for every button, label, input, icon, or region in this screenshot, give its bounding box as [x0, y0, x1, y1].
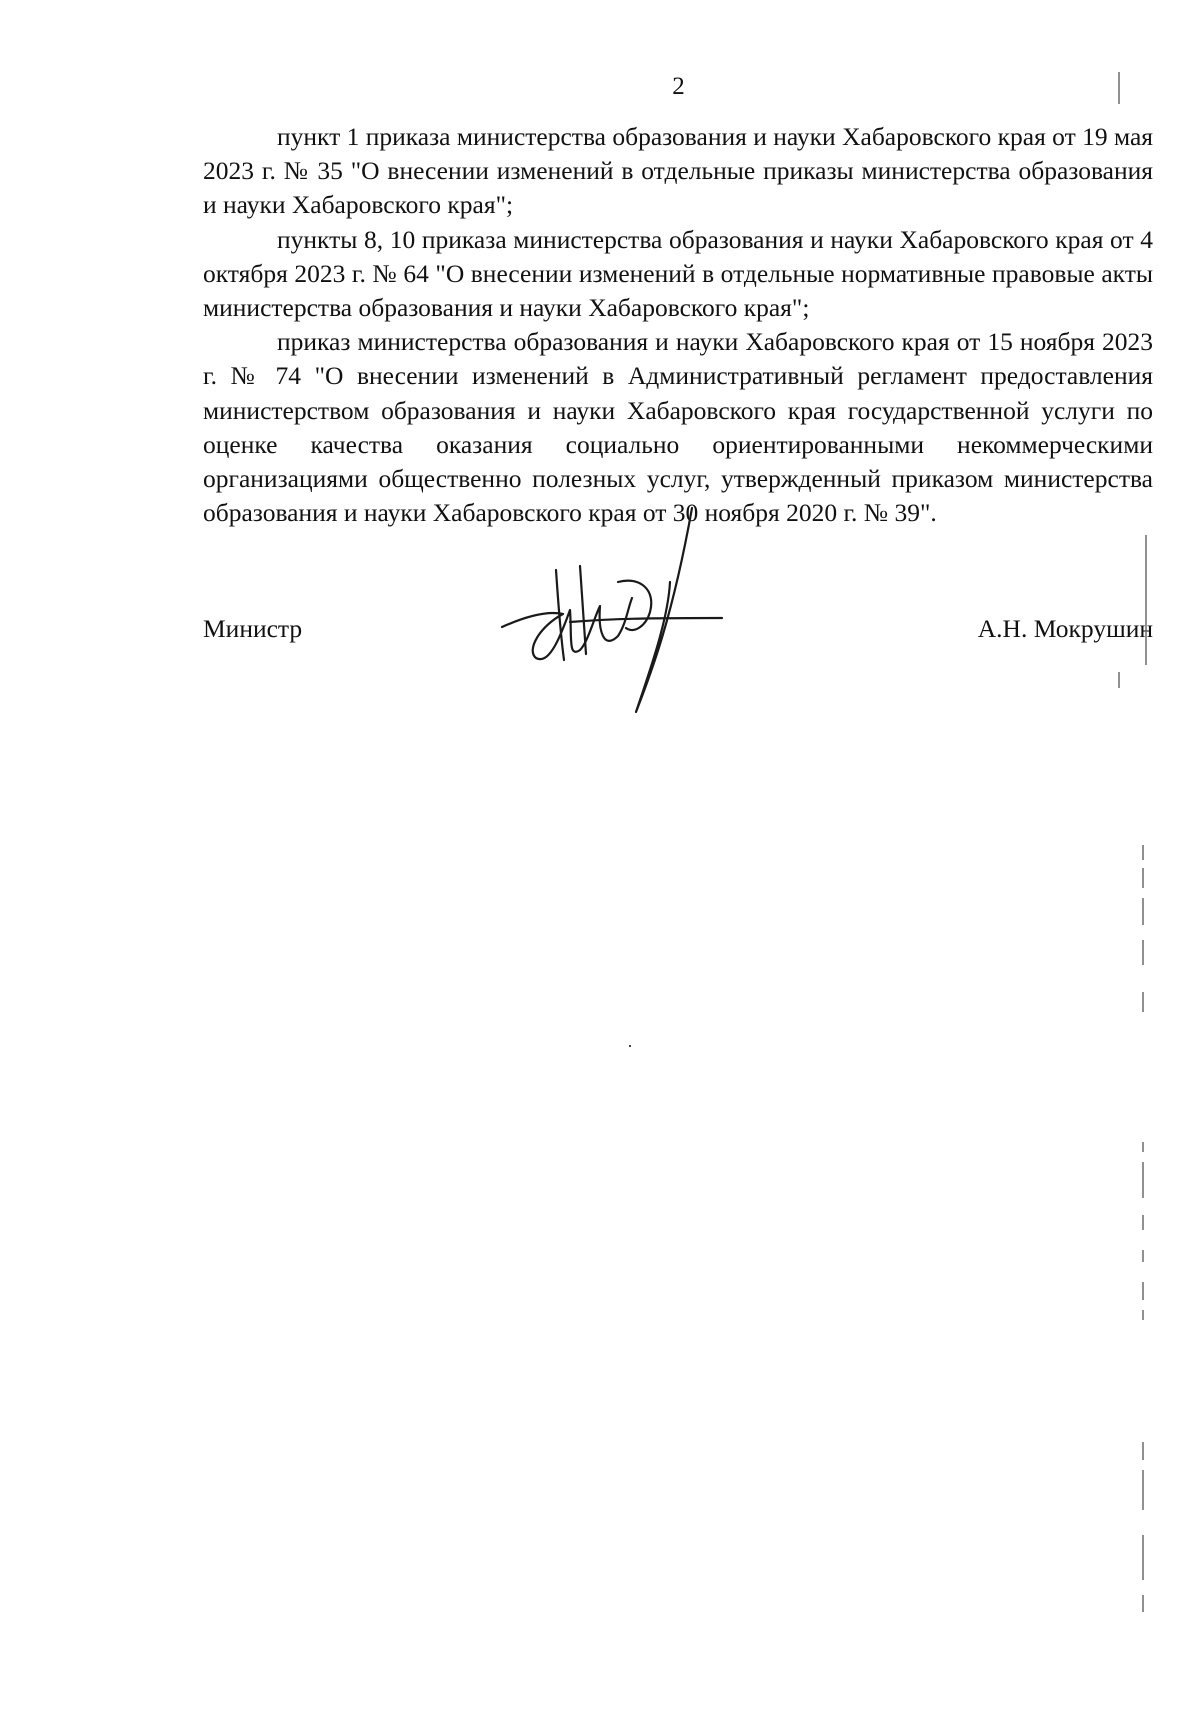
- paragraph-item-1: пункт 1 приказа министерства образования и науки Хабаровского края от 19 мая 2023 г. № 35 "О внесении изменений в отдельные приказы министерства образования и науки Хабаровского края";: [203, 122, 1153, 220]
- page-number: 2: [672, 73, 685, 100]
- signer-name: А.Н. Мокрушин: [977, 614, 1153, 643]
- paragraph-item-3: приказ министерства образования и науки Хабаровского края от 15 ноября 2023 г. № 74 "О внесении изменений в Административный регламент предоставления министерством образования и науки Хабаровского края государственной услуги по оценке качества оказания социально ориентированными некоммерческими организациями общественно полезных услуг, утвержденный приказом министерства образования и науки Хабаровского края от 30 ноября 2020 г. № 39".: [203, 327, 1153, 528]
- paragraph-item-2: пункты 8, 10 приказа министерства образования и науки Хабаровского края от 4 октября 2023 г. № 64 "О внесении изменений в отдельные нормативные правовые акты министерства образования и науки Хабаровского края";: [203, 224, 1153, 323]
- signer-position: Министр: [203, 614, 303, 643]
- scan-dot: [629, 1045, 631, 1047]
